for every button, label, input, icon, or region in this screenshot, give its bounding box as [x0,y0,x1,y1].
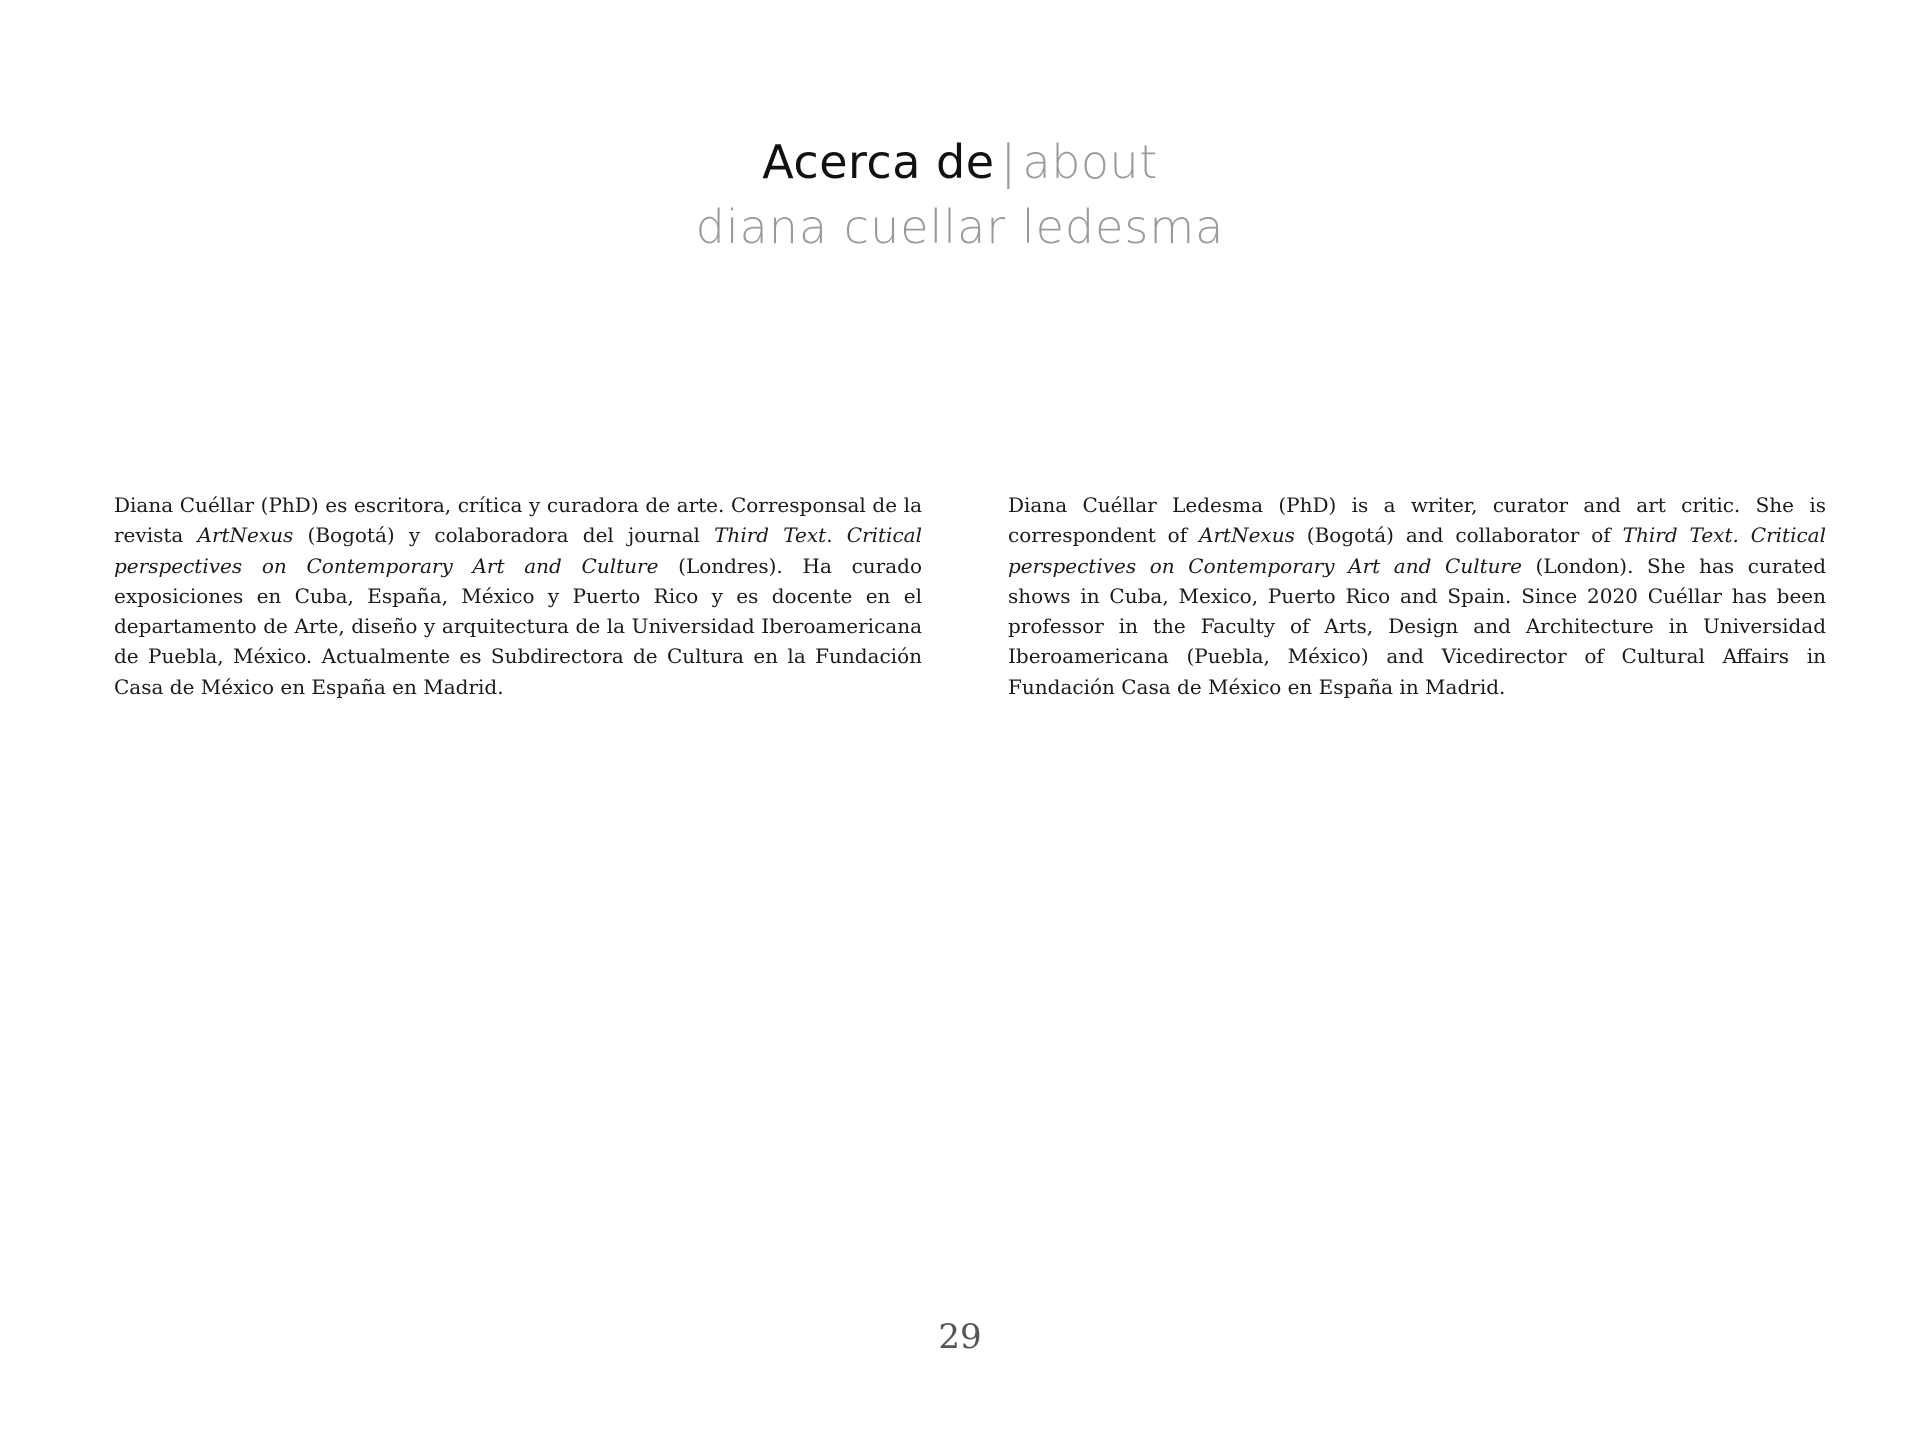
page-title [0,132,1920,192]
title-spanish: Acerca de [762,135,995,189]
title-english: about [1022,135,1158,189]
bio-english-paragraph [1008,490,1826,702]
bio-es-italic-third-text: Third Text. Critical perspectives on Contemporary Art and Culture [114,523,922,578]
page-number: 29 [938,1317,982,1357]
bio-es-text-3: (Londres). Ha curado exposiciones en Cuba, España, México y Puerto Rico y es docente en el departamento de Arte, diseño y arquitectura de la Universidad Iberoamericana de Puebla, México. Actualmente es Subdirectora de Cultura en la Fundación Casa de México en España en Madrid. [114,553,922,699]
bio-en-text-1: Diana Cuéllar Ledesma (PhD) is a writer, curator and art critic. She is correspondent of [1008,493,1826,548]
title-separator: | [1000,135,1017,189]
bio-es-text-2: (Bogotá) y colaboradora del journal [293,523,715,548]
bio-es-text-1: Diana Cuéllar (PhD) es escritora, crítica y curadora de arte. Corresponsal de la revista [114,493,922,548]
bio-en-italic-third-text: Third Text. Critical perspectives on Contemporary Art and Culture [1008,523,1826,578]
page-subtitle: diana cuellar ledesma [695,200,1225,254]
bio-en-text-2: (Bogotá) and collaborator of [1294,523,1623,548]
bio-es-italic-artnexus: ArtNexus [197,523,294,548]
bio-en-italic-artnexus: ArtNexus [1199,523,1295,548]
bio-spanish-paragraph [114,490,922,702]
bio-en-text-3: (London). She has curated shows in Cuba, Mexico, Puerto Rico and Spain. Since 2020 Cuéllar has been professor in the Faculty of Arts, Design and Architecture in Universidad Iberoamericana (Puebla, México) and Vicedirector of Cultural Affairs in Fundación Casa de México en España in Madrid. [1008,553,1826,699]
title-block [0,132,1920,260]
